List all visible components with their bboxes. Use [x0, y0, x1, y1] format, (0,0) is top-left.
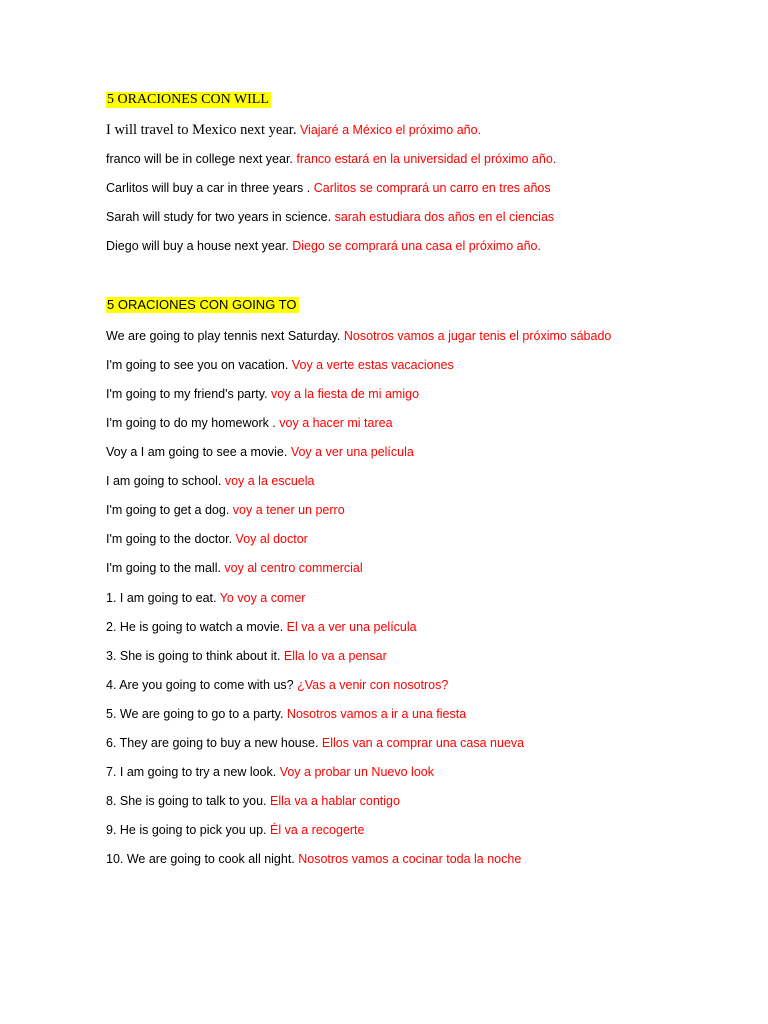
spanish-translation: ¿Vas a venir con nosotros?: [293, 678, 449, 692]
spanish-translation: voy a la fiesta de mi amigo: [271, 387, 420, 401]
english-sentence: 6. They are going to buy a new house.: [106, 736, 319, 750]
spanish-translation: Viajaré a México el próximo año.: [296, 123, 482, 137]
going-to-sentence-12: [106, 648, 387, 664]
spanish-translation: Voy a verte estas vacaciones: [291, 358, 454, 372]
going-to-sentence-6: [106, 473, 314, 489]
english-sentence: 3. She is going to think about it.: [106, 649, 281, 663]
going-to-sentence-7: [106, 502, 345, 518]
going-to-sentence-3: [106, 386, 419, 402]
english-sentence: 9. He is going to pick you up.: [106, 823, 267, 837]
going-to-sentence-14: [106, 706, 466, 722]
spanish-translation: voy al centro commercial: [220, 561, 363, 575]
spanish-translation: El va a ver una película: [283, 620, 417, 634]
english-sentence: Diego will buy a house next year.: [106, 239, 289, 253]
english-sentence: 4. Are you going to come with us?: [106, 678, 294, 692]
going-to-sentence-5: [106, 444, 414, 460]
spanish-translation: Él va a recogerte: [266, 823, 365, 837]
english-sentence: I'm going to see you on vacation.: [106, 358, 292, 372]
spanish-translation: Carlitos se comprará un carro en tres años: [310, 181, 551, 195]
will-sentence-5: [106, 238, 541, 254]
going-to-sentence-9: [106, 560, 363, 576]
spanish-translation: Voy al doctor: [232, 532, 308, 546]
spanish-translation: voy a tener un perro: [232, 503, 345, 517]
english-sentence: I'm going to the mall.: [106, 561, 221, 575]
english-sentence: I will travel to Mexico next year.: [106, 122, 297, 138]
english-sentence: Voy a I am going to see a movie.: [106, 445, 288, 459]
english-sentence: 5. We are going to go to a party.: [106, 707, 284, 721]
will-sentence-3: [106, 180, 551, 196]
english-sentence: 2. He is going to watch a movie.: [106, 620, 284, 634]
going-to-section-heading: [106, 297, 299, 313]
going-to-sentence-13: [106, 677, 448, 693]
spanish-translation: Ellos van a comprar una casa nueva: [318, 736, 525, 750]
spanish-translation: franco estará en la universidad el próximo año.: [292, 152, 557, 166]
spanish-translation: voy a la escuela: [224, 474, 315, 488]
going-to-sentence-8: [106, 531, 308, 547]
spanish-translation: Nosotros vamos a cocinar toda la noche: [294, 852, 522, 866]
english-sentence: We are going to play tennis next Saturday.: [106, 329, 344, 343]
english-sentence: Sarah will study for two years in science.: [106, 210, 332, 224]
going-to-sentence-18: [106, 822, 364, 838]
going-to-sentence-16: [106, 764, 434, 780]
english-sentence: franco will be in college next year.: [106, 152, 293, 166]
spanish-translation: Nosotros vamos a ir a una fiesta: [283, 707, 467, 721]
will-heading-text: 5 ORACIONES CON WILL: [107, 92, 269, 107]
going-to-sentence-1: [106, 328, 611, 344]
going-to-sentence-19: [106, 851, 521, 867]
spanish-translation: sarah estudiara dos años en el ciencias: [331, 210, 555, 224]
spanish-translation: Ella lo va a pensar: [280, 649, 387, 663]
going-to-sentence-15: [106, 735, 524, 751]
english-sentence: 10. We are going to cook all night.: [106, 852, 295, 866]
spanish-translation: voy a hacer mi tarea: [279, 416, 393, 430]
will-sentence-4: [106, 209, 554, 225]
will-sentence-1: [106, 122, 481, 138]
english-sentence: 8. She is going to talk to you.: [106, 794, 267, 808]
english-sentence: I'm going to the doctor.: [106, 532, 233, 546]
going-to-sentence-17: [106, 793, 400, 809]
going-to-sentence-11: [106, 619, 417, 635]
going-to-sentence-4: [106, 415, 393, 431]
english-sentence: Carlitos will buy a car in three years .: [106, 181, 311, 195]
spanish-translation: Nosotros vamos a jugar tenis el próximo sábado: [343, 329, 612, 343]
will-sentence-2: [106, 151, 556, 167]
english-sentence: I'm going to my friend's party.: [106, 387, 272, 401]
going-to-sentence-2: [106, 357, 454, 373]
going-to-heading-text: 5 ORACIONES CON GOING TO: [107, 297, 297, 312]
english-sentence: I'm going to do my homework .: [106, 416, 280, 430]
will-section-heading: [106, 92, 271, 108]
spanish-translation: Diego se comprará una casa el próximo año.: [288, 239, 541, 253]
spanish-translation: Voy a probar un Nuevo look: [276, 765, 434, 779]
english-sentence: I'm going to get a dog.: [106, 503, 233, 517]
spanish-translation: Voy a ver una película: [287, 445, 414, 459]
spanish-translation: Yo voy a comer: [216, 591, 306, 605]
spanish-translation: Ella va a hablar contigo: [266, 794, 400, 808]
going-to-sentence-10: [106, 590, 305, 606]
english-sentence: 1. I am going to eat.: [106, 591, 217, 605]
english-sentence: I am going to school.: [106, 474, 225, 488]
english-sentence: 7. I am going to try a new look.: [106, 765, 277, 779]
